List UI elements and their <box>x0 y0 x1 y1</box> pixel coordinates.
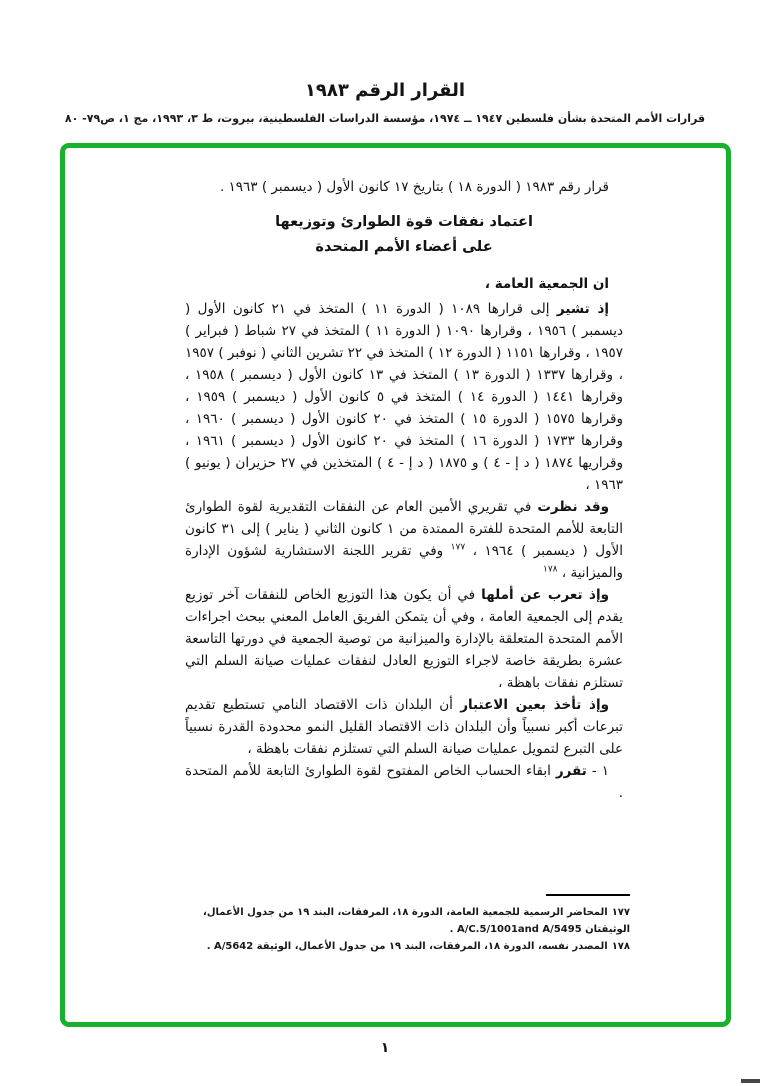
paragraph-operative-1 <box>185 760 623 804</box>
paragraph-lead: وإذ تأخذ بعين الاعتبار <box>460 697 609 713</box>
paragraph-text: ابقاء الحساب الخاص المفتوح لقوة الطوارئ التابعة للأمم المتحدة . <box>185 763 623 801</box>
footnote-reference-178: ١٧٨ <box>543 564 558 575</box>
footnote-178 <box>180 938 630 955</box>
resolution-body <box>185 176 623 890</box>
paragraph-text: في أن يكون هذا التوزيع الخاص للنفقات آخر توزيع يقدم إلى الجمعية العامة ، وفي أن يتمكن الفريق العامل المعني ببحث اجراءات الأمم المتحدة المتعلقة بالإدارة والميزانية من توصية الجمعية في دورتها التاسعة عشرة بطريقة خاصة لاجراء التوزيع العادل لنفقات عمليات صيانة السلم التي تستلزم نفقات باهظة ، <box>185 587 623 691</box>
footnote-separator-rule <box>546 894 630 896</box>
item-number: ١ - <box>586 763 609 779</box>
paragraph-taking-into-account <box>185 694 623 760</box>
paragraph-lead: وقد نظرت <box>537 499 609 515</box>
footnotes-section <box>180 894 630 955</box>
resolution-intro-line: قرار رقم ١٩٨٣ ( الدورة ١٨ ) بتاريخ ١٧ كانون الأول ( ديسمبر ) ١٩٦٣ . <box>219 179 609 195</box>
resolution-heading <box>185 210 623 260</box>
page-title: القرار الرقم ١٩٨٣ <box>304 80 466 101</box>
footnote-number: ١٧٧ <box>611 907 630 918</box>
paragraph-text: أن البلدان ذات الاقتصاد النامي تستطيع تقديم تبرعات أكبر نسبياً وأن البلدان ذات الاقتصاد القليل النمو محدودة القدرة نسبياً على التبرع لتمويل عمليات صيانة السلم التي تستلزم نفقات باهظة ، <box>185 697 623 757</box>
resolution-heading-line-1: اعتماد نفقات قوة الطوارئ وتوزيعها <box>275 214 533 230</box>
page-number: ١ <box>380 1040 390 1056</box>
paragraph-lead: تقرر <box>555 763 587 779</box>
source-citation-line: قرارات الأمم المتحدة بشأن فلسطين ١٩٤٧ ــ ١٩٧٤، مؤسسة الدراسات الفلسطينية، بيروت، ط ٣، ١٩٩٣، مج ١، ص٧٩- ٨٠ <box>64 112 706 125</box>
paragraph-recalling <box>185 298 623 496</box>
footnote-177 <box>180 904 630 938</box>
paragraph-expressing-hope <box>185 584 623 694</box>
paragraph-text: في تقريري الأمين العام عن النفقات التقديرية لقوة الطوارئ التابعة للأمم المتحدة للفترة الممتدة من ١ كانون الثاني ( يناير ) إلى ٣١ كانون الأول ( ديسمبر ) ١٩٦٤ ، <box>185 499 623 559</box>
paragraph-having-considered <box>185 496 623 584</box>
footnote-text: المصدر نفسه، الدورة ١٨، المرفقات، البند ١٩ من جدول الأعمال، الوثيقة A/5642 . <box>206 941 608 952</box>
resolution-heading-line-2: على أعضاء الأمم المتحدة <box>315 239 493 255</box>
corner-scan-mark <box>741 1079 760 1083</box>
footnote-reference-177: ١٧٧ <box>450 542 466 553</box>
paragraph-lead: إذ تشير <box>556 301 610 317</box>
paragraph-text: إلى قرارها ١٠٨٩ ( الدورة ١١ ) المتخذ في ٢١ كانون الأول ( ديسمبر ) ١٩٥٦ ، وقرارها ١٠٩٠ ( الدورة ١١ ) المتخذ في ٢٧ شباط ( فبراير ) ١٩٥٧ ، وقرارها ١١٥١ ( الدورة ١٢ ) المتخذ في ٢٢ تشرين الثاني ( نوفبر ) ١٩٥٧ ، وقرارها ١٣٣٧ ( الدورة ١٣ ) المتخذ في ١٣ كانون الأول ( ديسمبر ) ١٩٥٨ ، وقرارها ١٤٤١ ( الدورة ١٤ ) المتخذ في ٥ كانون الأول ( ديسمبر ) ١٩٥٩ ، وقرارها ١٥٧٥ ( الدورة ١٥ ) المتخذ في ٢٠ كانون الأول ( ديسمبر ) ١٩٦٠ ، وقرارها ١٧٣٣ ( الدورة ١٦ ) المتخذ في ٢٠ كانون الأول ( ديسمبر ) ١٩٦١ ، وقراريها ١٨٧٤ ( د إ - ٤ ) و ١٨٧٥ ( د إ - ٤ ) المتخذين في ٢٧ حزيران ( يونيو ) ١٩٦٣ ، <box>185 301 623 493</box>
footnote-number: ١٧٨ <box>611 941 630 952</box>
salutation-line: ان الجمعية العامة ، <box>484 276 609 292</box>
footnote-text: المحاضر الرسمية للجمعية العامة، الدورة ١٨، المرفقات، البند ١٩ من جدول الأعمال، الوثيقتان A/C.5/1001and A/5495 . <box>203 907 630 935</box>
paragraph-lead: وإذ تعرب عن أملها <box>481 587 609 603</box>
paragraph-text: وفي تقرير اللجنة الاستشارية لشؤون الإدارة والميزانية ، <box>185 543 623 581</box>
